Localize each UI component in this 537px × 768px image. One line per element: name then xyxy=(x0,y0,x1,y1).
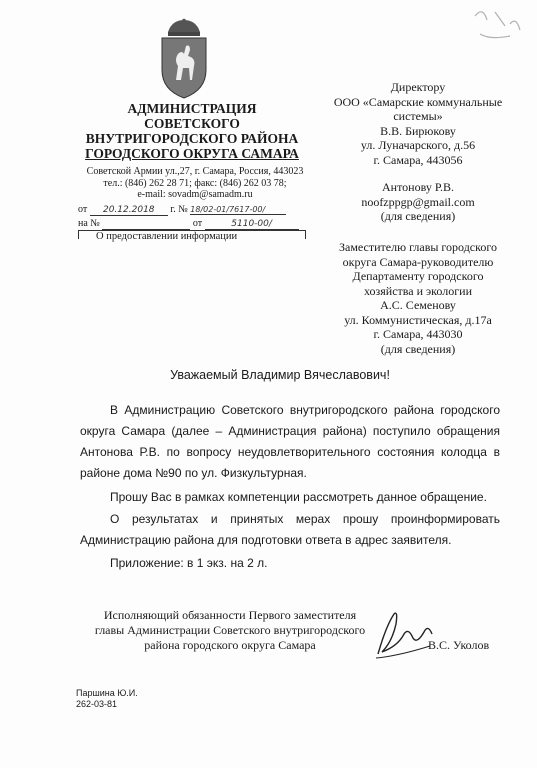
executor-info xyxy=(76,688,138,710)
attachment-note: Приложение: в 1 экз. на 2 л. xyxy=(110,556,268,570)
position-line: Исполняющий обязанности Первого заместителя xyxy=(103,608,357,622)
executor-name: Паршина Ю.И. xyxy=(76,688,138,698)
recipient-line: А.С. Семенову xyxy=(380,298,456,312)
signatory-position xyxy=(80,608,380,653)
address-line-2: тел.: (846) 262 28 71; факс: (846) 262 03 78; xyxy=(103,177,287,189)
outgoing-number-row xyxy=(78,204,318,216)
recipient-line: Заместителю главы городского xyxy=(339,240,497,254)
reply-number-row xyxy=(78,218,318,230)
recipient-line: (для сведения) xyxy=(380,341,456,356)
handwritten-signature xyxy=(368,606,438,664)
organization-name xyxy=(72,101,312,161)
executor-phone: 262-03-81 xyxy=(76,699,118,709)
recipient-line: Антонову Р.В. xyxy=(381,180,455,194)
from-prefix: от xyxy=(78,204,88,215)
body-paragraph-2: Прошу Вас в рамках компетенции рассмотреть данное обращение. xyxy=(110,490,487,504)
recipient-line: Директору xyxy=(390,80,446,94)
recipient-line: ул. Коммунистическая, д.17а xyxy=(344,312,492,327)
recipient-line: ООО «Самарские коммунальные xyxy=(333,94,503,109)
position-line: главы Администрации Советского внутригородского xyxy=(94,623,366,637)
reply-number-blank xyxy=(102,218,190,230)
recipient-line: хозяйства и экологии xyxy=(363,283,473,298)
recipient-line: В.В. Бирюкову xyxy=(380,123,456,138)
subject-line: О предоставлении информации xyxy=(96,231,238,242)
outgoing-number: 18/02-01/7617-00/ xyxy=(190,205,286,215)
recipient-line: ул. Луначарского, д.56 xyxy=(360,138,476,152)
address-line-1: Советской Армии ул.,27, г. Самара, Россия, 443023 xyxy=(86,166,304,177)
recipient-line: округа Самара-руководителю xyxy=(342,254,494,269)
recipient-line: системы» xyxy=(393,109,443,123)
body-paragraph-3: О результатах и принятых мерах прошу проинформировать Администрацию района для подготовки ответа в адрес заявителя. xyxy=(80,512,500,547)
org-line-2: СОВЕТСКОГО xyxy=(144,116,240,131)
recipient-line: Департаменту городского xyxy=(352,269,484,283)
recipient-line: г. Самара, 443056 xyxy=(373,152,463,167)
reply-from: от xyxy=(192,218,203,229)
org-line-1: АДМИНИСТРАЦИЯ xyxy=(127,101,257,116)
reply-number-value: 5110-00/ xyxy=(205,219,299,230)
org-line-4: ГОРОДСКОГО ОКРУГА САМАРА xyxy=(85,146,299,161)
salutation: Уважаемый Владимир Вячеславович! xyxy=(170,368,390,382)
outgoing-date: 20.12.2018 xyxy=(90,205,168,216)
recipient-applicant xyxy=(318,180,518,224)
email-line: e-mail: sovadm@samadm.ru xyxy=(137,189,253,200)
signatory-name: В.С. Уколов xyxy=(428,638,490,652)
position-line: района городского округа Самара xyxy=(144,638,316,652)
coat-of-arms-emblem xyxy=(158,18,210,100)
registration-stamp-mark xyxy=(455,4,530,54)
recipient-line: г. Самара, 443030 xyxy=(373,327,463,341)
body-paragraph-1: В Администрацию Советского внутригородского района городского округа Самара (далее – Администрация района) поступило обращения Антонова Р.В. по вопросу неудовлетворительного состояния колодца в районе дома №90 по ул. Физкультурная. xyxy=(80,403,500,480)
org-line-3: ВНУТРИГОРОДСКОГО РАЙОНА xyxy=(85,131,299,146)
recipient-line: (для сведения) xyxy=(380,209,456,223)
number-prefix: г. № xyxy=(170,204,188,215)
recipient-line: noofzppgp@gmail.com xyxy=(361,194,475,209)
recipient-director xyxy=(318,80,518,167)
organization-address xyxy=(80,166,310,201)
recipient-deputy-head xyxy=(318,240,518,356)
reply-prefix: на № xyxy=(78,218,100,229)
